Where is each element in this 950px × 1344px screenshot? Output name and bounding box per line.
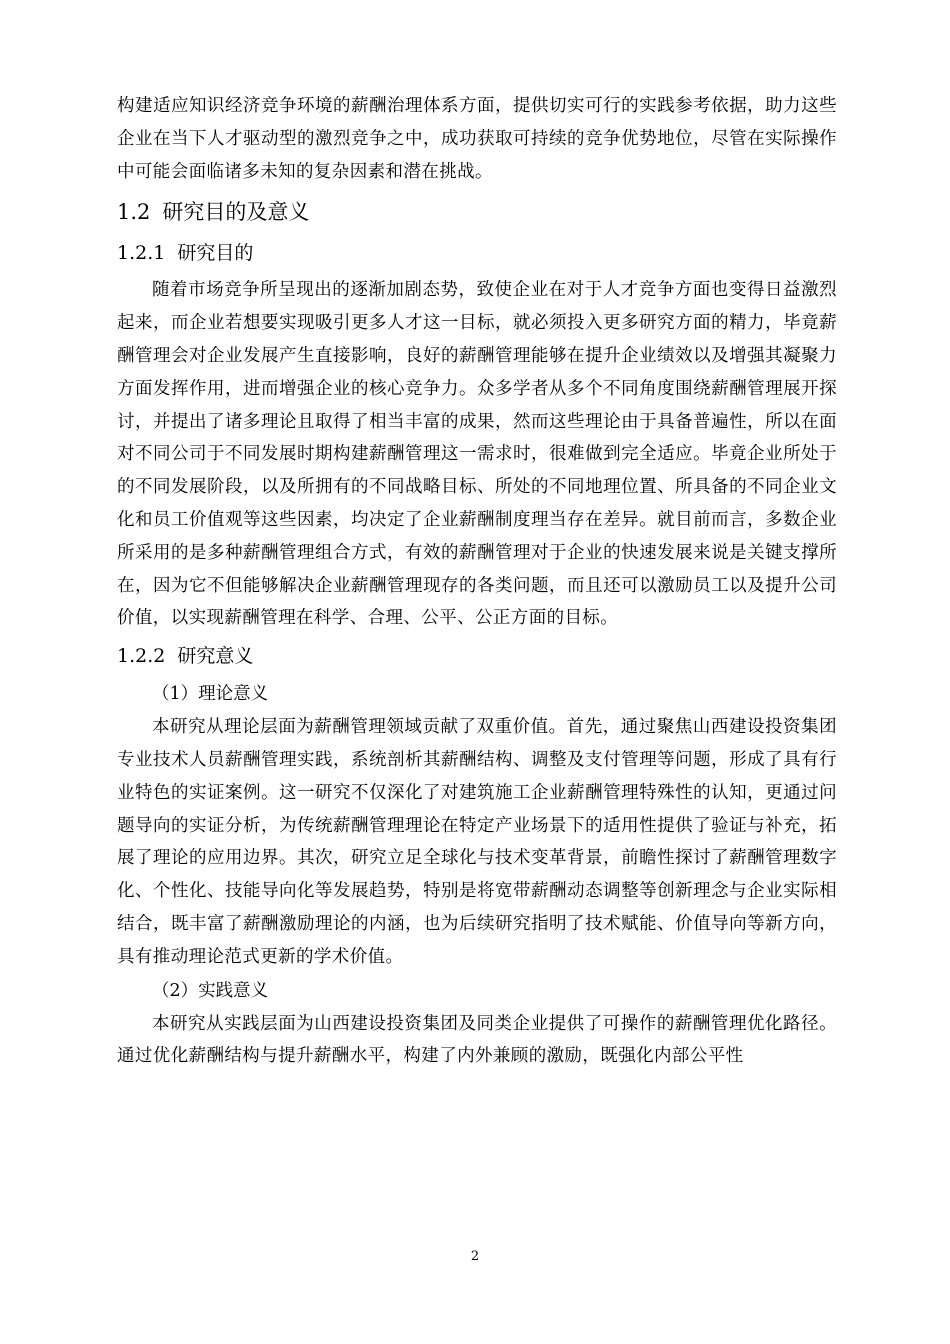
intro-paragraph: 构建适应知识经济竞争环境的薪酬治理体系方面，提供切实可行的实践参考依据，助力这些企业在当下人才驱动型的激烈竞争之中，成功获取可持续的竞争优势地位，尽管在实际操作中可能会面临诸多未知的复杂因素和潜在挑战。 [117, 96, 837, 182]
section-number: 1.2 [117, 200, 151, 225]
practice-paragraph: 本研究从实践层面为山西建设投资集团及同类企业提供了可操作的薪酬管理优化路径。通过优化薪酬结构与提升薪酬水平，构建了内外兼顾的激励，既强化内部公平性 [117, 1013, 837, 1067]
section-number: 1.2.1 [117, 242, 166, 265]
subheading-theory: （1）理论意义 [152, 684, 269, 705]
page-number: 2 [470, 1249, 480, 1264]
section-title: 研究意义 [177, 645, 254, 668]
theory-paragraph: 本研究从理论层面为薪酬管理领域贡献了双重价值。首先，通过聚焦山西建设投资集团专业技术人员薪酬管理实践，系统剖析其薪酬结构、调整及支付管理等问题，形成了具有行业特色的实证案例。这一研究不仅深化了对建筑施工企业薪酬管理特殊性的认知，更通过问题导向的实证分析，为传统薪酬管理理论在特定产业场景下的适用性提供了验证与补充，拓展了理论的应用边界。其次，研究立足全球化与技术变革背景，前瞻性探讨了薪酬管理数字化、个性化、技能导向化等发展趋势，特别是将宽带薪酬动态调整等创新理念与企业实际相结合，既丰富了薪酬激励理论的内涵，也为后续研究指明了技术赋能、价值导向等新方向，具有推动理论范式更新的学术价值。 [117, 717, 837, 967]
purpose-paragraph: 随着市场竞争所呈现出的逐渐加剧态势，致使企业在对于人才竞争方面也变得日益激烈起来，而企业若想要实现吸引更多人才这一目标，就必须投入更多研究方面的精力，毕竟薪酬管理会对企业发展产生直接影响，良好的薪酬管理能够在提升企业绩效以及增强其凝聚力方面发挥作用，进而增强企业的核心竞争力。众多学者从多个不同角度围绕薪酬管理展开探讨，并提出了诸多理论且取得了相当丰富的成果，然而这些理论由于具备普遍性，所以在面对不同公司于不同发展时期构建薪酬管理这一需求时，很难做到完全适应。毕竟企业所处于的不同发展阶段，以及所拥有的不同战略目标、所处的不同地理位置、所具备的不同企业文化和员工价值观等这些因素，均决定了企业薪酬制度理当存在差异。就目前而言，多数企业所采用的是多种薪酬管理组合方式，有效的薪酬管理对于企业的快速发展来说是关键支撑所在，因为它不但能够解决企业薪酬管理现存的各类问题，而且还可以激励员工以及提升公司价值，以实现薪酬管理在科学、合理、公平、公正方面的目标。 [117, 280, 837, 629]
subheading-practice: （2）实践意义 [152, 980, 269, 1001]
section-title: 研究目的 [177, 242, 254, 265]
section-number: 1.2.2 [117, 645, 166, 668]
section-heading-1-2-2 [117, 637, 837, 675]
section-title: 研究目的及意义 [162, 200, 310, 225]
section-heading-1-2-1 [117, 234, 837, 272]
document-body [117, 90, 837, 1073]
section-heading-1-2 [117, 192, 837, 232]
